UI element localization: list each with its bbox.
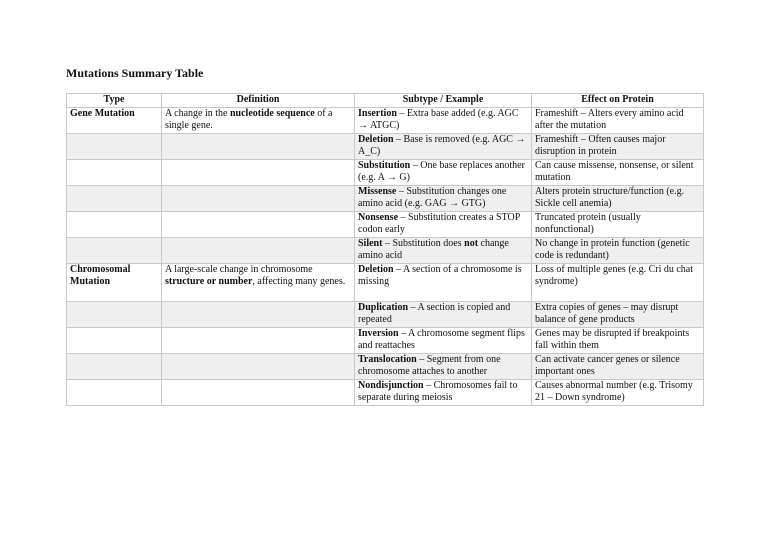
bold-text: Insertion <box>358 107 397 119</box>
table-row <box>67 185 704 211</box>
text-run: – Chromosomes fail to separate during meiosis <box>358 379 518 403</box>
effect-cell: Truncated protein (usually nonfunctional) <box>532 211 704 237</box>
subtype-cell <box>355 133 532 159</box>
definition-cell <box>162 327 355 353</box>
text-run: – Segment from one chromosome attaches to another <box>358 353 501 377</box>
bold-text: Nondisjunction <box>358 379 424 391</box>
subtype-cell <box>355 353 532 379</box>
mutations-table <box>66 93 704 406</box>
text-run: – Base is removed (e.g. AGC → A_C) <box>358 133 526 157</box>
type-cell <box>67 301 162 327</box>
subtype-cell <box>355 159 532 185</box>
type-cell <box>67 211 162 237</box>
bold-text: not <box>464 237 479 249</box>
text-run: – Extra base added (e.g. AGC → ATGC) <box>358 107 519 131</box>
effect-cell: Genes may be disrupted if breakpoints fall within them <box>532 327 704 353</box>
table-row <box>67 159 704 185</box>
header-definition: Definition <box>162 94 355 108</box>
text-run: – A section is copied and repeated <box>358 301 511 325</box>
definition-cell <box>162 237 355 263</box>
text-run: – A chromosome segment flips and reattaches <box>358 327 525 351</box>
definition-cell <box>162 107 355 133</box>
subtype-cell <box>355 237 532 263</box>
definition-cell <box>162 159 355 185</box>
type-cell <box>67 327 162 353</box>
definition-cell <box>162 353 355 379</box>
definition-cell <box>162 211 355 237</box>
header-effect: Effect on Protein <box>532 94 704 108</box>
subtype-cell <box>355 211 532 237</box>
type-cell: Gene Mutation <box>67 107 162 133</box>
text-run: , affecting many genes. <box>252 276 346 287</box>
bold-text: Substitution <box>358 159 411 171</box>
table-body <box>67 107 704 405</box>
type-cell <box>67 185 162 211</box>
bold-text: Silent <box>358 237 383 249</box>
definition-cell <box>162 263 355 301</box>
text-run: change amino acid <box>358 237 509 261</box>
subtype-cell <box>355 379 532 405</box>
subtype-cell <box>355 185 532 211</box>
header-row <box>67 94 704 108</box>
type-cell <box>67 237 162 263</box>
bold-text: Deletion <box>358 263 394 275</box>
bold-text: Deletion <box>358 133 394 145</box>
bold-text: Nonsense <box>358 211 399 223</box>
effect-cell: Loss of multiple genes (e.g. Cri du chat syndrome) <box>532 263 704 301</box>
definition-cell <box>162 379 355 405</box>
type-cell <box>67 133 162 159</box>
table-row <box>67 301 704 327</box>
effect-cell: Can cause missense, nonsense, or silent mutation <box>532 159 704 185</box>
type-cell: Chromosomal Mutation <box>67 263 162 301</box>
text-run: – Substitution changes one amino acid (e.g. GAG → GTG) <box>358 185 507 209</box>
bold-text: Inversion <box>358 327 399 339</box>
bold-text: Missense <box>358 185 397 197</box>
effect-cell: Alters protein structure/function (e.g. Sickle cell anemia) <box>532 185 704 211</box>
effect-cell: Can activate cancer genes or silence important ones <box>532 353 704 379</box>
effect-cell: Extra copies of genes – may disrupt balance of gene products <box>532 301 704 327</box>
table-row <box>67 263 704 301</box>
bold-text: structure or number <box>165 276 253 287</box>
text-run: A large-scale change in chromosome <box>165 263 313 275</box>
effect-cell: No change in protein function (genetic code is redundant) <box>532 237 704 263</box>
header-type: Type <box>67 94 162 108</box>
table-row <box>67 379 704 405</box>
header-subtype: Subtype / Example <box>355 94 532 108</box>
effect-cell: Frameshift – Often causes major disruption in protein <box>532 133 704 159</box>
text-run: – A section of a chromosome is missing <box>358 263 522 287</box>
effect-cell: Causes abnormal number (e.g. Trisomy 21 – Down syndrome) <box>532 379 704 405</box>
text-run: – Substitution does <box>382 237 465 249</box>
subtype-cell <box>355 301 532 327</box>
table-row <box>67 237 704 263</box>
definition-cell <box>162 301 355 327</box>
type-cell <box>67 353 162 379</box>
definition-cell <box>162 133 355 159</box>
table-row <box>67 211 704 237</box>
text-run: of a single gene. <box>165 107 333 131</box>
subtype-cell <box>355 107 532 133</box>
bold-text: Translocation <box>358 353 417 365</box>
bold-text: Duplication <box>358 301 409 313</box>
page-title: Mutations Summary Table <box>66 66 204 80</box>
effect-cell: Frameshift – Alters every amino acid after the mutation <box>532 107 704 133</box>
table-row <box>67 107 704 133</box>
type-cell <box>67 379 162 405</box>
table-row <box>67 133 704 159</box>
definition-cell <box>162 185 355 211</box>
text-run: A change in the <box>165 107 230 119</box>
bold-text: nucleotide sequence <box>229 107 315 119</box>
table-row <box>67 353 704 379</box>
type-cell <box>67 159 162 185</box>
subtype-cell <box>355 327 532 353</box>
text-run: – One base replaces another (e.g. A → G) <box>358 159 525 183</box>
text-run: – Substitution creates a STOP codon early <box>358 211 520 235</box>
subtype-cell <box>355 263 532 301</box>
table-header <box>67 94 704 108</box>
table-row <box>67 327 704 353</box>
